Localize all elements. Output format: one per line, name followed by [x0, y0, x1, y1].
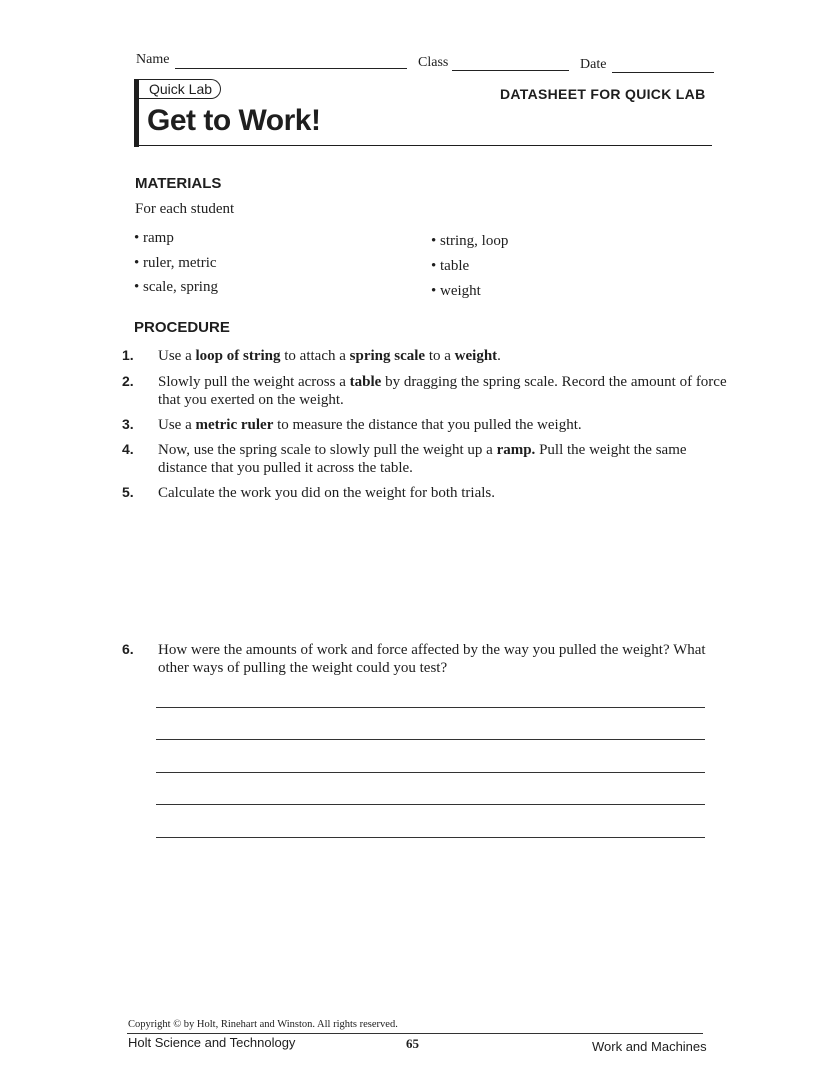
- publisher-name: Holt Science and Technology: [128, 1035, 296, 1050]
- procedure-step: [122, 483, 728, 502]
- bold-term: metric ruler: [195, 417, 274, 433]
- datasheet-label: DATASHEET FOR QUICK LAB: [500, 86, 706, 102]
- question-text: How were the amounts of work and force affected by the way you pulled the weight? What other ways of pulling the weight could you test?: [158, 642, 706, 676]
- footer-rule: [127, 1033, 703, 1034]
- step-text: Slowly pull the weight across a: [158, 374, 350, 390]
- answer-line[interactable]: [156, 772, 705, 773]
- step-text: Pull the weight the same distance that you pulled it across the table.: [158, 442, 687, 476]
- step-number: 5.: [122, 484, 134, 500]
- class-label: Class: [418, 55, 449, 70]
- date-field[interactable]: [612, 72, 714, 73]
- step-text: to attach a: [280, 348, 350, 364]
- materials-item: • scale, spring: [134, 279, 218, 295]
- materials-item: • weight: [431, 283, 481, 299]
- materials-intro: For each student: [135, 201, 235, 217]
- page-number: 65: [406, 1036, 419, 1051]
- name-field[interactable]: [175, 68, 407, 69]
- answer-line[interactable]: [156, 804, 705, 805]
- bold-term: weight: [454, 348, 498, 364]
- step-text: to a: [425, 348, 455, 364]
- chapter-name: Work and Machines: [592, 1039, 707, 1054]
- question-6: [122, 640, 723, 677]
- step-text: Now, use the spring scale to slowly pull the weight up a: [158, 442, 497, 458]
- answer-line[interactable]: [156, 707, 705, 708]
- step-text: Calculate the work you did on the weight for both trials.: [158, 485, 496, 501]
- materials-item: • table: [431, 258, 470, 274]
- bold-term: spring scale: [349, 348, 426, 364]
- step-text: to measure the distance that you pulled the weight.: [273, 417, 582, 433]
- procedure-step: [122, 440, 728, 477]
- step-number: 4.: [122, 441, 134, 457]
- copyright-notice: Copyright © by Holt, Rinehart and Winston. All rights reserved.: [128, 1019, 398, 1030]
- name-label: Name: [136, 52, 170, 67]
- step-text: Use a: [158, 417, 196, 433]
- step-text: .: [497, 348, 501, 364]
- procedure-heading: PROCEDURE: [134, 319, 230, 336]
- procedure-step: [122, 346, 728, 365]
- page-title: Get to Work!: [147, 104, 321, 137]
- bold-term: loop of string: [195, 348, 281, 364]
- materials-item: • ruler, metric: [134, 255, 217, 271]
- step-number: 1.: [122, 347, 134, 363]
- step-text: Use a: [158, 348, 196, 364]
- question-number: 6.: [122, 641, 134, 657]
- bold-term: ramp.: [496, 442, 536, 458]
- step-text: by dragging the spring scale. Record the amount of force that you exerted on the weight.: [158, 374, 727, 408]
- materials-item: • string, loop: [431, 233, 509, 249]
- answer-line[interactable]: [156, 739, 705, 740]
- procedure-step: [122, 372, 728, 409]
- bold-term: table: [349, 374, 382, 390]
- materials-item: • ramp: [134, 230, 174, 246]
- date-label: Date: [580, 57, 607, 72]
- step-number: 3.: [122, 416, 134, 432]
- materials-heading: MATERIALS: [135, 175, 222, 192]
- title-rule: [134, 145, 712, 146]
- answer-line[interactable]: [156, 837, 705, 838]
- procedure-step: [122, 415, 728, 434]
- class-field[interactable]: [452, 70, 569, 71]
- quick-lab-tag: Quick Lab: [139, 79, 221, 99]
- step-number: 2.: [122, 373, 134, 389]
